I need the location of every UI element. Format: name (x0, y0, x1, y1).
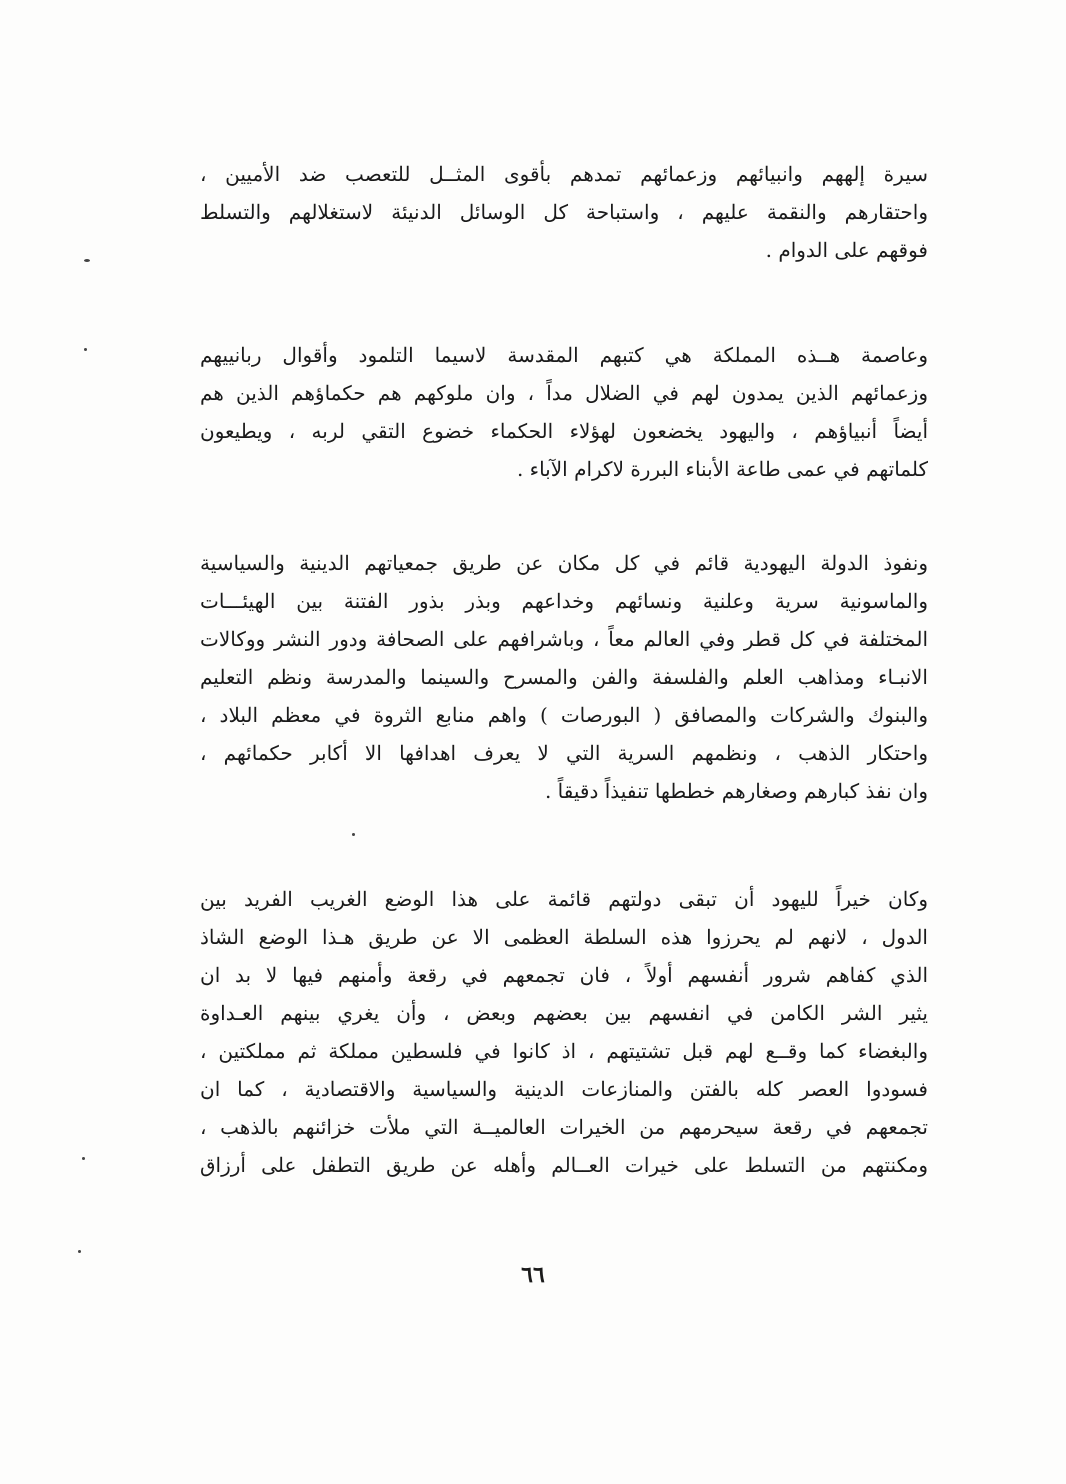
scan-speck (82, 1157, 85, 1160)
scan-speck (78, 1250, 81, 1253)
text-line: المختلفة في كل قطر وفي العالم معاً ، وباشرافهم على الصحافة ودور النشر ووكالات (200, 627, 928, 651)
text-line: وكان خيراً لليهود أن تبقى دولتهم قائمة على هذا الوضع الغريب الفريد بين (200, 887, 928, 911)
text-line: وان نفذ كبارهم وصغارهم خططها تنفيذاً دقيقاً . (544, 779, 928, 803)
page-number: ٦٦ (521, 1262, 545, 1288)
text-line: ونفوذ الدولة اليهودية قائم في كل مكان عن طريق جمعياتهم الدينية والسياسية (200, 551, 928, 575)
text-line: والماسونية سرية وعلنية ونسائهم وخداعهم وبذر بذور الفتنة بين الهيئـــات (200, 589, 928, 613)
paragraph-1 (200, 155, 928, 269)
text-line: تجمعهم في رقعة سيحرمهم من الخيرات العالميــة التي ملأت خزائنهم بالذهب ، (200, 1115, 928, 1139)
text-line: الانبـاء ومذاهب العلم والفلسفة والفن والمسرح والسينما والمدرسة ونظم التعليم (200, 665, 928, 689)
text-line: سيرة إلههم وانبيائهم وزعمائهم تمدهم بأقوى المثــل للتعصب ضد الأميين ، (200, 162, 928, 186)
text-line: واحتقارهم والنقمة عليهم ، واستباحة كل الوسائل الدنيئة لاستغلالهم والتسلط (200, 200, 928, 224)
paragraph-2 (200, 336, 928, 488)
text-line: واحتكار الذهب ، ونظمهم السرية التي لا يعرف اهدافها الا أكابر حكمائهم ، (200, 741, 928, 765)
text-line: الذي كفاهم شرور أنفسهم أولاً ، فان تجمعهم في رقعة وأمنهم فيها لا بد ان (200, 963, 928, 987)
text-line: يثير الشر الكامن في انفسهم بين بعضهم وبعض ، وأن يغري بينهم العـداوة (200, 1001, 928, 1025)
paragraph-4 (200, 880, 928, 1184)
text-line: كلماتهم في عمى طاعة الأبناء البررة لاكرام الآباء . (516, 457, 928, 481)
text-line: أيضاً أنبياؤهم ، واليهود يخضعون لهؤلاء الحكماء خضوع التقي لربه ، ويطيعون (200, 419, 928, 443)
text-line: الدول ، لانهم لم يحرزوا هذه السلطة العظمى الا عن طريق هـذا الوضع الشاذ (200, 925, 928, 949)
paragraph-3 (200, 544, 928, 810)
text-line: والبغضاء كما وقــع لهم قبل تشتيتهم ، اذ كانوا في فلسطين مملكة ثم مملكتين ، (200, 1039, 928, 1063)
text-line: والبنوك والشركات والمصافق ( البورصات ) واهم منابع الثروة في معظم البلاد ، (200, 703, 928, 727)
text-line: وعاصمة هــذه المملكة هي كتبهم المقدسة لاسيما التلمود وأقوال ربانييهم (200, 343, 928, 367)
scan-speck (352, 833, 355, 836)
text-line: فوقهم على الدوام . (765, 238, 928, 262)
text-line: وزعمائهم الذين يمدون لهم في الضلال مداً ، وان ملوكهم هم حكماؤهم الذين هم (200, 381, 928, 405)
scan-speck (84, 348, 87, 351)
text-line: ومكنتهم من التسلط على خيرات العــالم وأهله عن طريق التطفل على أرزاق (200, 1153, 928, 1177)
text-line: فسودوا العصر كله بالفتن والمنازعات الدينية والسياسية والاقتصادية ، كما ان (200, 1077, 928, 1101)
scan-speck (84, 259, 90, 262)
